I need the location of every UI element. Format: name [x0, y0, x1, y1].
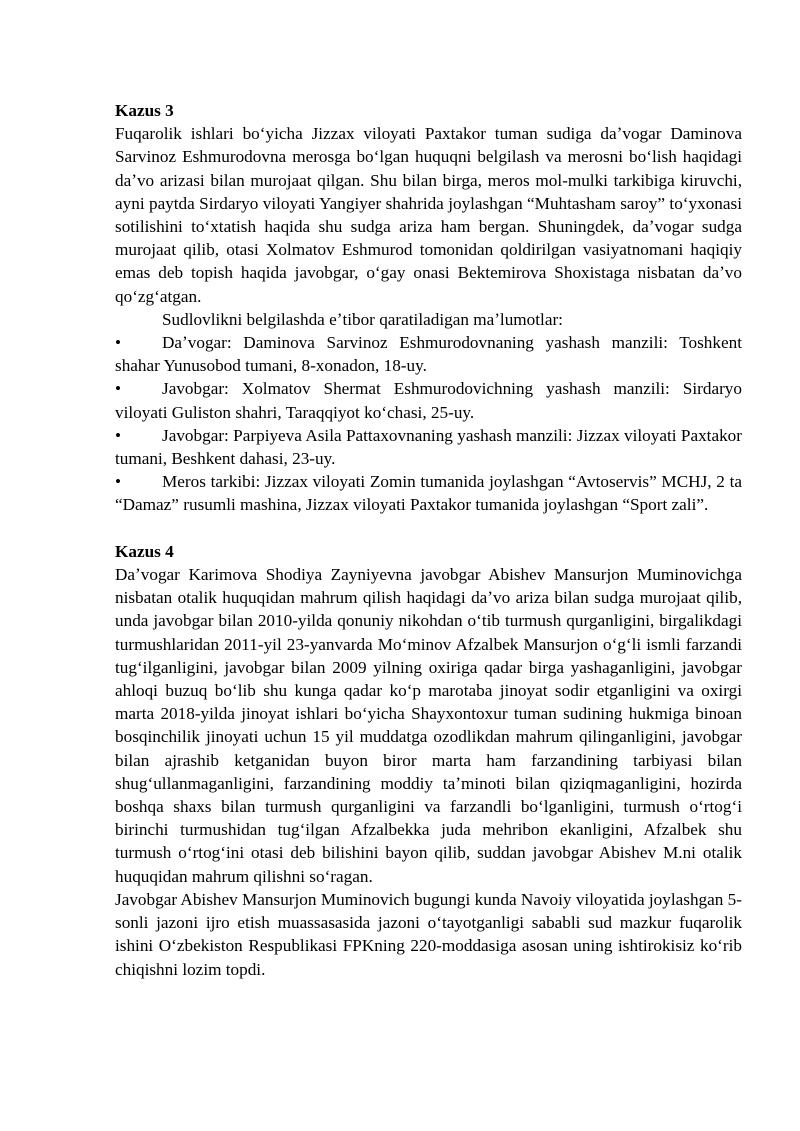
kazus3-bullet-item — [115, 424, 742, 470]
section-spacer — [115, 517, 742, 540]
bullet-text: Javobgar: Xolmatov Shermat Eshmurodovichning yashash manzili: Sirdaryo viloyati Guliston shahri, Taraqqiyot koʻchasi, 25-uy. — [115, 379, 742, 422]
kazus3-paragraph-1: Fuqarolik ishlari boʻyicha Jizzax viloyati Paxtakor tuman sudiga daʼvogar Daminova Sarvinoz Eshmurodovna merosga boʻlgan huquqni belgilash va merosni boʻlish haqidagi daʼvo arizasi bilan murojaat qilgan. Shu bilan birga, meros mol-mulki tarkibiga kiruvchi, ayni paytda Sirdaryo viloyati Yangiyer shahrida joylashgan “Muhtasham saroy” toʻyxonasi sotilishini toʻxtatish haqida shu sudga ariza ham bergan. Shuningdek, daʼvogar sudga murojaat qilib, otasi Xolmatov Eshmurod tomonidan qoldirilgan vasiyatnomani haqiqiy emas deb topish haqida javobgar, oʻgay onasi Bektemirova Shoxistaga nisbatan daʼvo qoʻzgʻatgan. — [115, 124, 742, 306]
kazus4-paragraph-2: Javobgar Abishev Mansurjon Muminovich bugungi kunda Navoiy viloyatida joylashgan 5-sonli jazoni ijro etish muassasasida jazoni oʻtayotganligi sababli sud mazkur fuqarolik ishini Oʻzbekiston Respublikasi FPKning 220-moddasiga asosan uning ishtirokisiz koʻrib chiqishni lozim topdi. — [115, 889, 742, 979]
kazus3-bullet-item — [115, 470, 742, 516]
bullet-icon: • — [115, 472, 122, 492]
bullet-icon: • — [115, 379, 122, 399]
kazus4-paragraph-1: Daʼvogar Karimova Shodiya Zayniyevna javobgar Abishev Mansurjon Muminovichga nisbatan otalik huquqidan mahrum qilish haqidagi daʼvo ariza bilan sudga murojaat qilib, unda javobgar bilan 2010-yilda qonuniy nikohdan oʻtib turmush qurganligini, birgalikdagi turmushlaridan 2011-yil 23-yanvarda Moʻminov Afzalbek Mansurjon oʻgʻli ismli farzandi tugʻilganligini, javobgar bilan 2009 yilning oxiriga qadar birga yashaganligini, javobgar ahloqi buzuq boʻlib shu kunga qadar koʻp marotaba jinoyat sodir etganligini va oxirgi marta 2018-yilda jinoyat ishlari boʻyicha Shayxontoxur tuman sudining hukmiga binoan bosqinchilik jinoyati uchun 15 yil muddatga ozodlikdan mahrum qilinganligini, javobgar bilan ajrashib ketganidan buyon biror marta ham farzandining tarbiyasi bilan shugʻullanmaganligini, farzandining moddiy taʼminoti bilan qiziqmaganligini, hozirda boshqa shaxs bilan turmush qurganligini va farzandli boʻlganligini, turmush oʻrtogʻi birinchi turmushidan tugʻilgan Afzalbekka juda mehribon ekanligini, Afzalbek shu turmush oʻrtogʻini otasi deb bilishini bayon qilib, suddan javobgar Abishev M.ni otalik huquqidan mahrum qilishni soʻragan. — [115, 565, 742, 886]
bullet-icon: • — [115, 425, 122, 445]
bullet-icon: • — [115, 333, 122, 353]
kazus4-heading: Kazus 4 — [115, 541, 174, 561]
kazus3-paragraph-2: Sudlovlikni belgilashda eʼtibor qaratiladigan maʼlumotlar: — [162, 309, 563, 329]
bullet-text: Javobgar: Parpiyeva Asila Pattaxovnaning yashash manzili: Jizzax viloyati Paxtakor tumani, Beshkent dahasi, 23-uy. — [115, 425, 742, 469]
kazus3-bullet-item — [115, 377, 742, 423]
kazus3-heading: Kazus 3 — [115, 101, 174, 120]
kazus3-bullet-item — [115, 331, 742, 377]
document-body — [115, 99, 742, 981]
bullet-text: Meros tarkibi: Jizzax viloyati Zomin tumanida joylashgan “Avtoservis” MCHJ, 2 ta “Damaz” rusumli mashina, Jizzax viloyati Paxtakor tumanida joylashgan “Sport zali”. — [115, 472, 742, 515]
bullet-text: Daʼvogar: Daminova Sarvinoz Eshmurodovnaning yashash manzili: Toshkent shahar Yunusobod tumani, 8-xonadon, 18-uy. — [115, 333, 742, 376]
